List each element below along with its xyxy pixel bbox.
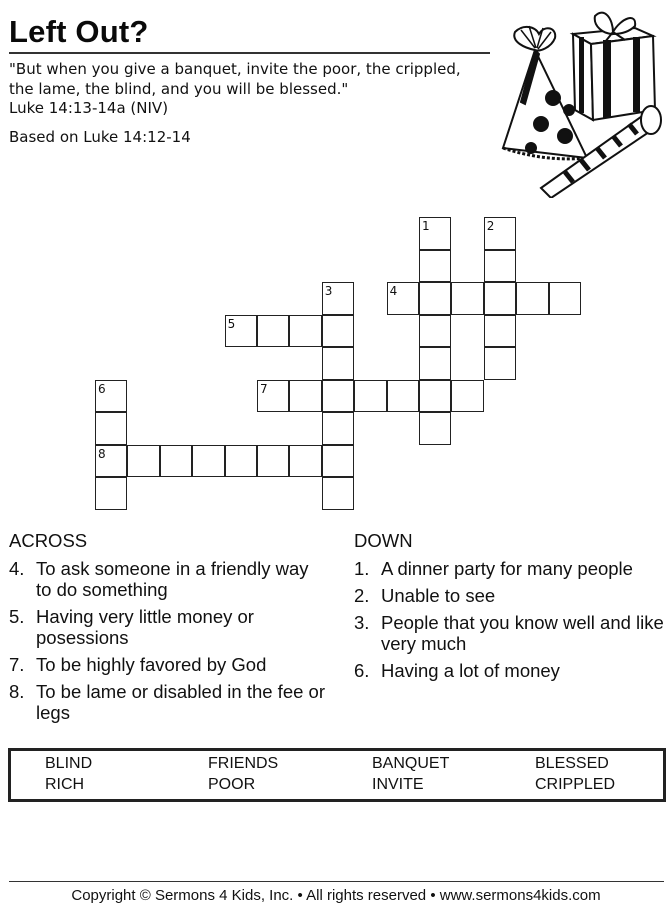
clue-text: To ask someone in a friendly way to do something bbox=[36, 558, 309, 600]
down-clue bbox=[354, 585, 664, 606]
across-clue bbox=[9, 606, 329, 648]
clue-number: 2. bbox=[354, 585, 370, 606]
crossword-cell[interactable] bbox=[160, 445, 192, 478]
word-bank-item: BLESSED bbox=[535, 755, 609, 772]
crossword-cell[interactable] bbox=[419, 217, 451, 250]
clue-number: 6. bbox=[354, 660, 370, 681]
clue-text: Having a lot of money bbox=[381, 660, 560, 681]
crossword-cell[interactable] bbox=[387, 282, 419, 315]
clue-text: A dinner party for many people bbox=[381, 558, 633, 579]
word-bank-item: INVITE bbox=[372, 776, 424, 793]
clue-number-label: 2 bbox=[486, 219, 495, 233]
crossword-cell[interactable] bbox=[322, 315, 354, 348]
word-bank-item: FRIENDS bbox=[208, 755, 279, 772]
clue-number: 3. bbox=[354, 612, 370, 633]
page-title: Left Out? bbox=[9, 14, 149, 49]
word-bank-item: BLIND bbox=[45, 755, 93, 772]
clue-number: 7. bbox=[9, 654, 25, 675]
crossword-cell[interactable] bbox=[419, 315, 451, 348]
clue-number: 4. bbox=[9, 558, 25, 579]
crossword-cell[interactable] bbox=[451, 282, 483, 315]
crossword-cell[interactable] bbox=[516, 282, 548, 315]
clue-number-label: 3 bbox=[324, 284, 333, 298]
clue-number: 5. bbox=[9, 606, 25, 627]
crossword-cell[interactable] bbox=[192, 445, 224, 478]
crossword-cell[interactable] bbox=[289, 315, 321, 348]
crossword-cell[interactable] bbox=[322, 412, 354, 445]
verse-quote: "But when you give a banquet, invite the poor, the crippled, the lame, the blind, and you will be blessed." bbox=[9, 60, 461, 98]
crossword-cell[interactable] bbox=[257, 445, 289, 478]
clue-number-label: 1 bbox=[422, 219, 430, 233]
crossword-cell[interactable] bbox=[419, 250, 451, 283]
crossword-cell[interactable] bbox=[484, 217, 516, 250]
across-clues bbox=[9, 530, 329, 729]
down-clues bbox=[354, 530, 664, 687]
title-divider bbox=[9, 52, 490, 54]
crossword-cell[interactable] bbox=[419, 412, 451, 445]
crossword-cell[interactable] bbox=[419, 347, 451, 380]
crossword-cell[interactable] bbox=[95, 412, 127, 445]
clue-text: Having very little money or posessions bbox=[36, 606, 254, 648]
clue-number-label: 4 bbox=[389, 284, 398, 298]
crossword-cell[interactable] bbox=[322, 282, 354, 315]
word-bank-item: BANQUET bbox=[372, 755, 450, 772]
across-heading: ACROSS bbox=[9, 530, 88, 551]
crossword-cell[interactable] bbox=[257, 315, 289, 348]
crossword-cell[interactable] bbox=[225, 445, 257, 478]
down-heading: DOWN bbox=[354, 530, 413, 551]
down-clue bbox=[354, 660, 664, 681]
clue-text: Unable to see bbox=[381, 585, 496, 606]
copyright-footer: Copyright © Sermons 4 Kids, Inc. • All rights reserved • www.sermons4kids.com bbox=[71, 887, 601, 904]
clue-number: 8. bbox=[9, 681, 25, 702]
clue-text: To be lame or disabled in the fee or legs bbox=[36, 681, 325, 723]
across-clue bbox=[9, 558, 329, 600]
crossword-cell[interactable] bbox=[387, 380, 419, 413]
crossword-cell[interactable] bbox=[451, 380, 483, 413]
crossword-cell[interactable] bbox=[225, 315, 257, 348]
clue-number-label: 7 bbox=[260, 381, 268, 396]
crossword-cell[interactable] bbox=[322, 477, 354, 510]
party-illustration-icon bbox=[495, 2, 667, 198]
crossword-cell[interactable] bbox=[419, 282, 451, 315]
verse-reference: Luke 14:13-14a (NIV) bbox=[9, 99, 169, 117]
down-clue bbox=[354, 558, 664, 579]
clue-text: To be highly favored by God bbox=[36, 654, 267, 675]
crossword-cell[interactable] bbox=[289, 445, 321, 478]
crossword-cell[interactable] bbox=[484, 315, 516, 348]
crossword-cell[interactable] bbox=[95, 380, 127, 413]
word-bank-item: POOR bbox=[208, 776, 256, 793]
clue-number: 1. bbox=[354, 558, 370, 579]
crossword-cell[interactable] bbox=[484, 347, 516, 380]
crossword-cell[interactable] bbox=[549, 282, 581, 315]
crossword-cell[interactable] bbox=[322, 380, 354, 413]
footer-divider bbox=[9, 881, 664, 882]
crossword-cell[interactable] bbox=[95, 445, 127, 478]
crossword-cell[interactable] bbox=[95, 477, 127, 510]
based-on-text: Based on Luke 14:12-14 bbox=[9, 128, 191, 146]
crossword-cell[interactable] bbox=[289, 380, 321, 413]
crossword-cell[interactable] bbox=[484, 250, 516, 283]
down-clue bbox=[354, 612, 664, 654]
crossword-cell[interactable] bbox=[322, 445, 354, 478]
word-bank bbox=[8, 748, 666, 802]
word-bank-item: RICH bbox=[45, 776, 85, 793]
clue-number-label: 8 bbox=[98, 446, 106, 461]
clue-number-label: 6 bbox=[98, 381, 106, 396]
crossword-cell[interactable] bbox=[354, 380, 386, 413]
across-clue bbox=[9, 681, 329, 723]
crossword-cell[interactable] bbox=[127, 445, 159, 478]
across-clue bbox=[9, 654, 329, 675]
crossword-cell[interactable] bbox=[257, 380, 289, 413]
crossword-cell[interactable] bbox=[484, 282, 516, 315]
crossword-cell[interactable] bbox=[322, 347, 354, 380]
crossword-cell[interactable] bbox=[419, 380, 451, 413]
clue-text: People that you know well and like very much bbox=[381, 612, 664, 654]
clue-number-label: 5 bbox=[227, 316, 236, 331]
word-bank-item: CRIPPLED bbox=[535, 776, 616, 793]
